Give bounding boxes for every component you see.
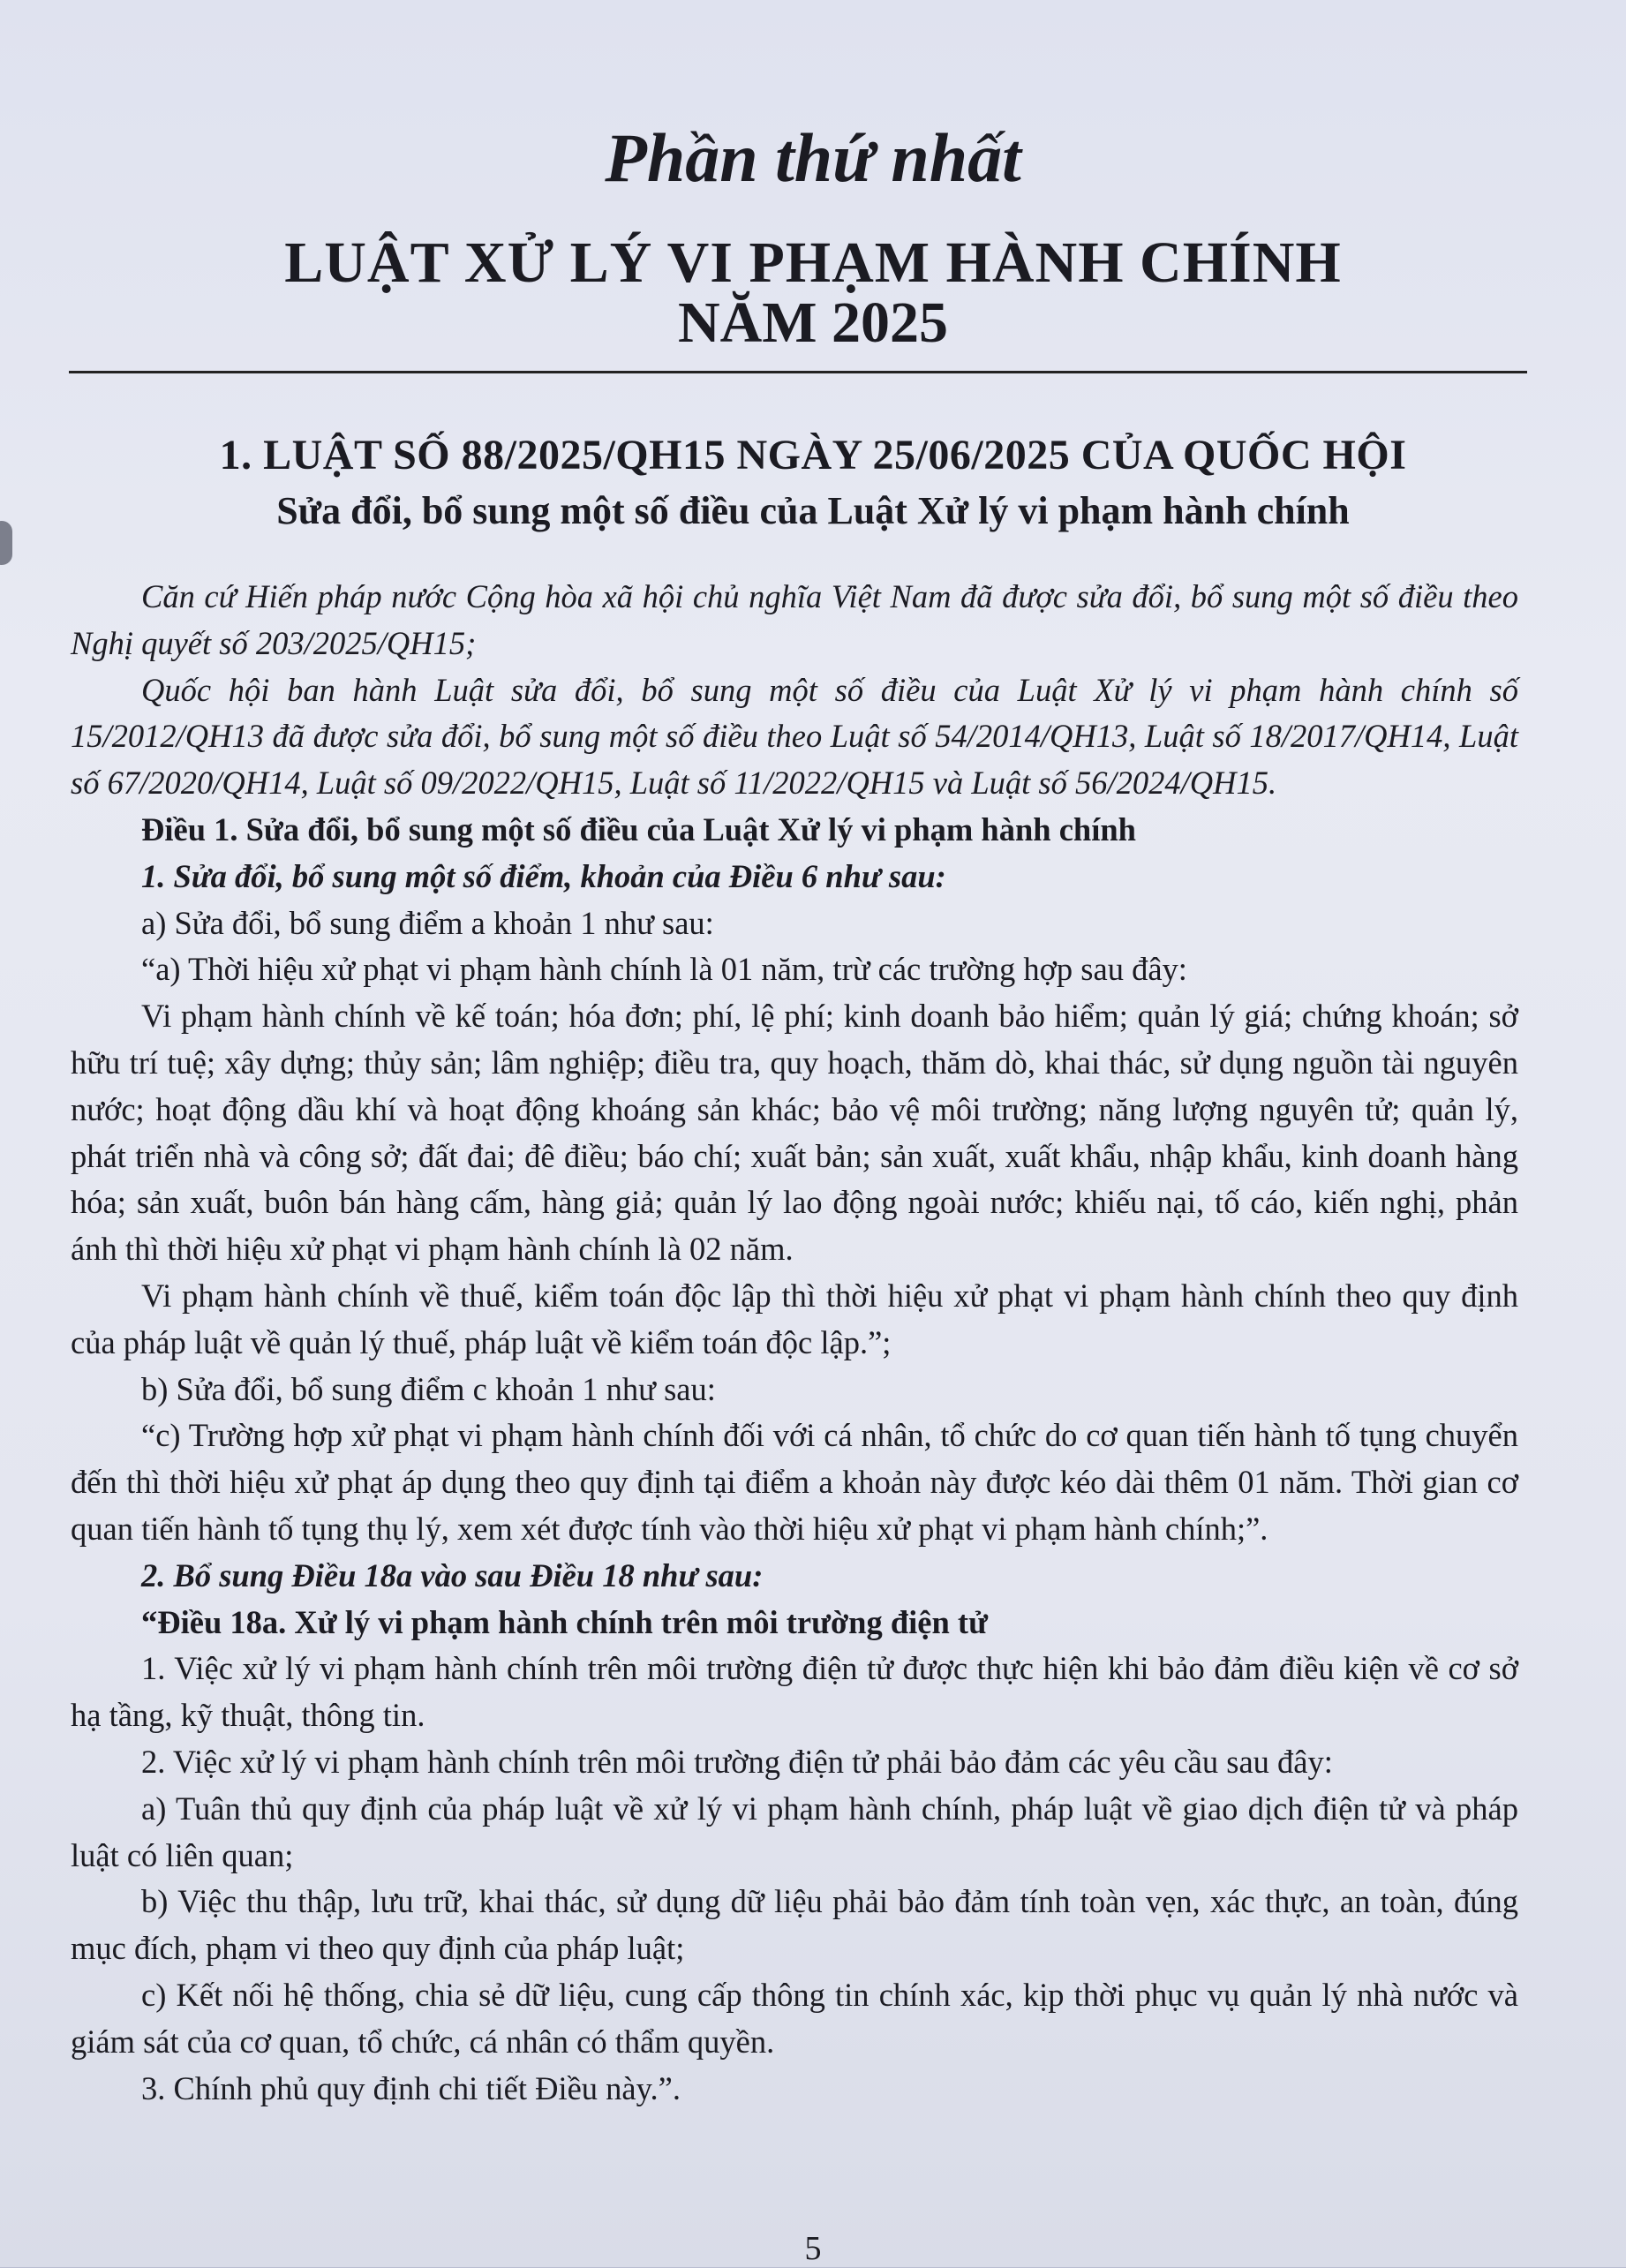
law-year: NĂM 2025	[677, 290, 949, 355]
heading-divider	[69, 371, 1527, 373]
part-heading: Phần thứ nhất	[605, 119, 1021, 196]
page-number: 5	[804, 2230, 822, 2267]
paragraph: “a) Thời hiệu xử phạt vi phạm hành chính là 01 năm, trừ các trường hợp sau đây:	[141, 951, 1187, 988]
article-heading: “Điều 18a. Xử lý vi phạm hành chính trên môi trường điện tử	[141, 1603, 988, 1640]
paragraph: 2. Việc xử lý vi phạm hành chính trên môi trường điện tử phải bảo đảm các yêu cầu sau đây:	[141, 1743, 1333, 1780]
paragraph: 3. Chính phủ quy định chi tiết Điều này.”.	[141, 2069, 681, 2106]
paragraph: Vi phạm hành chính về thuế, kiểm toán độc lập thì thời hiệu xử phạt vi phạm hành chính theo quy định của pháp luật về quản lý thuế, pháp luật về kiểm toán độc lập.”;	[71, 1277, 1518, 1360]
section-title: 1. LUẬT SỐ 88/2025/QH15 NGÀY 25/06/2025 CỦA QUỐC HỘI	[219, 432, 1407, 478]
section-subtitle: Sửa đổi, bổ sung một số điều của Luật Xử lý vi phạm hành chính	[276, 489, 1350, 532]
paragraph: c) Kết nối hệ thống, chia sẻ dữ liệu, cung cấp thông tin chính xác, kịp thời phục vụ quản lý nhà nước và giám sát của cơ quan, tổ chức, cá nhân có thẩm quyền.	[71, 1976, 1518, 2060]
paragraph: Căn cứ Hiến pháp nước Cộng hòa xã hội chủ nghĩa Việt Nam đã được sửa đổi, bổ sung một số điều theo Nghị quyết số 203/2025/QH15;	[71, 578, 1518, 661]
paragraph: 1. Việc xử lý vi phạm hành chính trên môi trường điện tử được thực hiện khi bảo đảm điều kiện về cơ sở hạ tầng, kỹ thuật, thông tin.	[71, 1650, 1518, 1734]
paragraph: Quốc hội ban hành Luật sửa đổi, bổ sung một số điều của Luật Xử lý vi phạm hành chính số 15/2012/QH13 đã được sửa đổi, bổ sung một số điều theo Luật số 54/2014/QH13, Luật số 18/2017/QH14, Luật số 67/2020/QH14, Luật số 09/2022/QH15, Luật số 11/2022/QH15 và Luật số 56/2024/QH15.	[71, 671, 1518, 802]
clause-heading: 2. Bổ sung Điều 18a vào sau Điều 18 như sau:	[141, 1556, 764, 1594]
paragraph: b) Sửa đổi, bổ sung điểm c khoản 1 như sau:	[141, 1370, 716, 1407]
paragraph: b) Việc thu thập, lưu trữ, khai thác, sử dụng dữ liệu phải bảo đảm tính toàn vẹn, xác thực, an toàn, đúng mục đích, phạm vi theo quy định của pháp luật;	[71, 1883, 1518, 1967]
law-title: LUẬT XỬ LÝ VI PHẠM HÀNH CHÍNH	[284, 230, 1342, 295]
paragraph: “c) Trường hợp xử phạt vi phạm hành chính đối với cá nhân, tổ chức do cơ quan tiến hành tố tụng chuyển đến thì thời hiệu xử phạt áp dụng theo quy định tại điểm a khoản này được kéo dài thêm 01 năm. Thời gian cơ quan tiến hành tố tụng thụ lý, xem xét được tính vào thời hiệu xử phạt vi phạm hành chính;”.	[71, 1417, 1518, 1547]
paragraph: Vi phạm hành chính về kế toán; hóa đơn; phí, lệ phí; kinh doanh bảo hiểm; quản lý giá; chứng khoán; sở hữu trí tuệ; xây dựng; thủy sản; lâm nghiệp; điều tra, quy hoạch, thăm dò, khai thác, sử dụng nguồn tài nguyên nước; hoạt động dầu khí và hoạt động khoáng sản khác; bảo vệ môi trường; năng lượng nguyên tử; quản lý, phát triển nhà và công sở; đất đai; đê điều; báo chí; xuất bản; sản xuất, xuất khẩu, nhập khẩu, kinh doanh hàng hóa; sản xuất, buôn bán hàng cấm, hàng giả; quản lý lao động ngoài nước; khiếu nại, tố cáo, kiến nghị, phản ánh thì thời hiệu xử phạt vi phạm hành chính là 02 năm.	[71, 998, 1518, 1268]
clause-heading: 1. Sửa đổi, bổ sung một số điểm, khoản của Điều 6 như sau:	[141, 857, 946, 894]
paragraph: a) Sửa đổi, bổ sung điểm a khoản 1 như sau:	[141, 904, 714, 941]
article-heading: Điều 1. Sửa đổi, bổ sung một số điều của Luật Xử lý vi phạm hành chính	[141, 810, 1136, 848]
document-body	[71, 574, 1518, 2112]
paragraph: a) Tuân thủ quy định của pháp luật về xử lý vi phạm hành chính, pháp luật về giao dịch điện tử và pháp luật có liên quan;	[71, 1790, 1518, 1873]
